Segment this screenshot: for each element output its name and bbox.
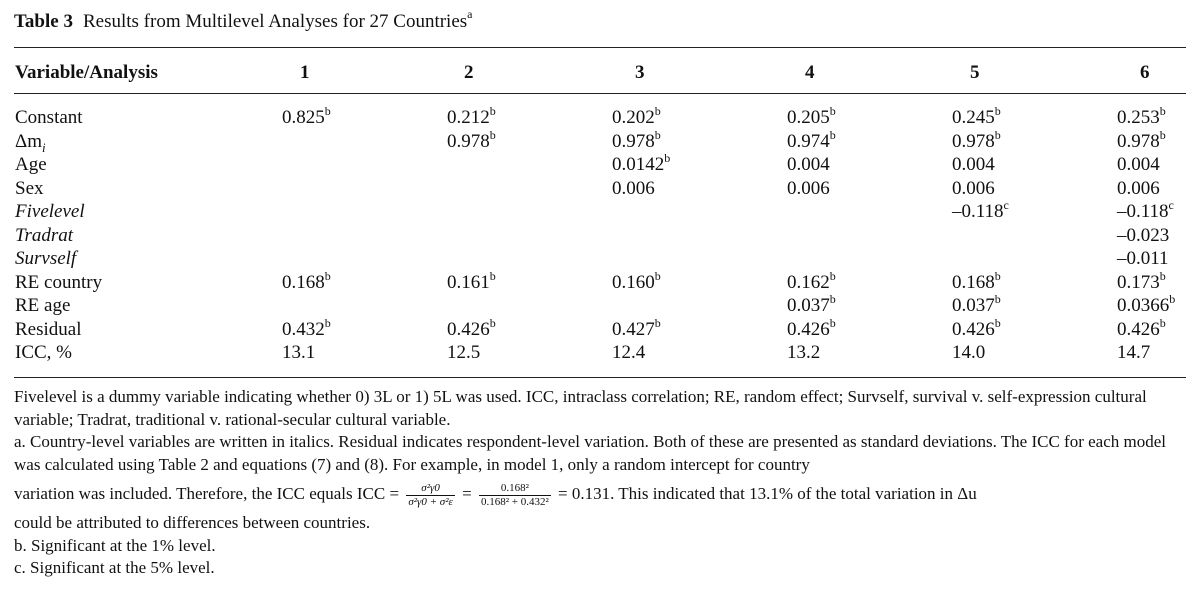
frac2-numerator: 0.168²	[479, 482, 551, 496]
cell-value: 0.168	[282, 271, 325, 293]
cell-value: 0.427	[612, 318, 655, 340]
cell-value: 0.160	[612, 271, 655, 293]
cell-col-4	[787, 294, 836, 317]
significance-marker: b	[489, 127, 496, 142]
table-row	[0, 106, 1200, 130]
formula-pre: variation was included. Therefore, the ICC equals ICC =	[14, 484, 400, 503]
note-a-end: could be attributed to differences between countries.	[14, 513, 371, 532]
cell-value: 0.006	[787, 177, 830, 199]
cell-col-5	[952, 294, 1001, 317]
cell-col-2	[447, 106, 496, 129]
cell-col-1	[282, 341, 315, 364]
cell-value: 0.212	[447, 107, 490, 128]
cell-col-2	[447, 127, 496, 153]
cell-col-3	[612, 153, 670, 176]
row-variable	[15, 200, 85, 223]
top-rule	[14, 47, 1186, 48]
cell-value: 0.978	[447, 130, 490, 152]
cell-col-5	[952, 153, 995, 176]
cell-value: 0.037	[952, 295, 995, 316]
row-variable	[15, 294, 70, 317]
cell-col-5	[952, 341, 985, 364]
cell-value: 0.004	[952, 154, 995, 175]
significance-marker: b	[994, 315, 1001, 330]
cell-value: –0.011	[1117, 248, 1169, 269]
cell-value: 0.978	[952, 130, 995, 152]
cell-col-6	[1117, 106, 1166, 129]
cell-col-4	[787, 106, 836, 129]
variable-name: ICC, %	[15, 342, 72, 363]
row-variable	[15, 177, 44, 200]
significance-marker: b	[994, 268, 1001, 283]
row-variable	[15, 224, 73, 247]
cell-col-5	[952, 127, 1001, 153]
table-row	[0, 341, 1200, 365]
cell-col-4	[787, 315, 836, 341]
cell-value: 14.0	[952, 342, 986, 363]
cell-value: 0.006	[1117, 177, 1160, 199]
significance-marker: b	[829, 104, 836, 118]
cell-col-2	[447, 341, 480, 364]
cell-value: 13.2	[787, 342, 821, 363]
header-col-2: 2	[464, 62, 474, 83]
cell-value: 0.0366	[1117, 295, 1170, 316]
significance-marker: b	[489, 104, 496, 118]
significance-marker: b	[994, 292, 1001, 306]
table-row	[0, 247, 1200, 271]
table-row	[0, 200, 1200, 224]
cell-value: –0.023	[1117, 224, 1170, 246]
significance-marker: b	[654, 315, 661, 330]
cell-value: 0.161	[447, 271, 490, 293]
frac1-numerator: σ²γ0	[406, 482, 455, 496]
header-col-6: 6	[1140, 62, 1150, 83]
row-variable	[15, 247, 76, 270]
cell-value: 0.426	[1117, 318, 1160, 340]
row-variable	[15, 106, 83, 129]
header-col-3: 3	[635, 62, 645, 83]
cell-col-4	[787, 341, 820, 364]
cell-value: –0.118	[952, 201, 1004, 222]
table-row	[0, 294, 1200, 318]
significance-marker: b	[664, 151, 671, 165]
cell-col-2	[447, 315, 496, 341]
significance-marker: b	[324, 315, 331, 330]
cell-col-6	[1117, 200, 1174, 223]
cell-col-3	[612, 268, 661, 294]
header-variable: Variable/Analysis	[15, 62, 158, 83]
cell-col-4	[787, 268, 836, 294]
cell-col-6	[1117, 315, 1166, 341]
table-row	[0, 224, 1200, 248]
variable-name: Sex	[15, 177, 44, 199]
row-variable	[15, 341, 72, 364]
variable-name: Survself	[15, 248, 77, 269]
cell-col-3	[612, 177, 655, 200]
table-header-row	[0, 60, 1200, 86]
row-variable	[15, 153, 47, 176]
cell-col-5	[952, 177, 995, 200]
note-intro: Fivelevel is a dummy variable indicating whether 0) 3L or 1) 5L was used. ICC, intraclass correlation; RE, random effect; Survself, survival v. self-expression cultural variable; Tradrat, traditional v. rational-secular cultural variable.	[14, 387, 1147, 429]
caption-footnote-marker: a	[467, 7, 473, 21]
significance-marker: b	[1159, 268, 1166, 283]
cell-value: 12.4	[612, 342, 646, 363]
significance-marker: b	[489, 315, 496, 330]
row-variable	[15, 318, 82, 341]
significance-marker: b	[829, 127, 836, 142]
significance-marker: b	[1159, 315, 1166, 330]
cell-col-6	[1117, 294, 1175, 317]
cell-value: 0.426	[447, 318, 490, 340]
table-caption	[14, 7, 473, 34]
cell-value: 0.037	[787, 295, 830, 316]
variable-name: Constant	[15, 107, 83, 128]
cell-col-4	[787, 127, 836, 153]
significance-marker: b	[654, 127, 661, 142]
header-col-4: 4	[805, 62, 815, 83]
cell-value: 0.426	[952, 318, 995, 340]
cell-col-3	[612, 106, 661, 129]
cell-value: 0.245	[952, 107, 995, 128]
note-a: a. Country-level variables are written in italics. Residual indicates respondent-level variation. Both of these are presented as standard deviations. The ICC for each model was calculated using Table 2 and equations (7) and (8). For example, in model 1, only a random intercept for country	[14, 432, 1167, 474]
table-title: Results from Multilevel Analyses for 27 Countries	[82, 11, 468, 32]
bottom-rule	[14, 377, 1186, 378]
cell-col-4	[787, 153, 830, 176]
significance-marker: c	[1003, 198, 1009, 212]
significance-marker: b	[829, 292, 836, 306]
cell-col-6	[1117, 153, 1160, 176]
significance-marker: b	[994, 104, 1001, 118]
table-label: Table 3	[14, 11, 73, 32]
cell-col-5	[952, 106, 1001, 129]
formula-post: = 0.131. This indicated that 13.1% of the total variation in Δu	[558, 484, 977, 503]
table-row	[0, 153, 1200, 177]
significance-marker: b	[654, 268, 661, 283]
cell-col-6	[1117, 341, 1150, 364]
cell-value: 0.0142	[612, 154, 665, 175]
cell-value: 0.205	[787, 107, 830, 128]
header-rule	[14, 93, 1186, 94]
cell-col-5	[952, 200, 1009, 223]
variable-name: Tradrat	[15, 224, 74, 246]
frac2-denominator: 0.168² + 0.432²	[480, 495, 549, 508]
variable-name: RE country	[15, 271, 103, 293]
icc-fraction-symbolic	[406, 482, 455, 509]
cell-value: 0.978	[1117, 130, 1160, 152]
cell-col-1	[282, 268, 331, 294]
cell-col-4	[787, 177, 830, 200]
table-row	[0, 127, 1200, 155]
cell-col-3	[612, 315, 661, 341]
significance-marker: b	[324, 104, 331, 118]
frac1-denominator: σ²γ0 + σ²ε	[408, 495, 453, 508]
cell-value: 0.162	[787, 271, 830, 293]
variable-name: Fivelevel	[15, 201, 85, 222]
icc-fraction-numeric	[479, 482, 551, 509]
cell-value: 0.202	[612, 107, 655, 128]
variable-name: RE age	[15, 295, 71, 316]
significance-marker: b	[1159, 104, 1166, 118]
cell-value: 0.253	[1117, 107, 1160, 128]
note-b: b. Significant at the 1% level.	[14, 535, 216, 555]
variable-name: Δm	[15, 130, 42, 152]
cell-value: 0.006	[612, 177, 655, 199]
significance-marker: b	[829, 315, 836, 330]
cell-value: 0.004	[1117, 154, 1160, 175]
cell-col-2	[447, 268, 496, 294]
note-a-formula: variation was included. Therefore, the ICC equals ICC = $\frac{\text{σ²γ0}}{\text{σ²γ0 + σ²ε}}$ = $\frac{\text{0.168²}}{\text{0.168² + 0.432²}}$ = 0.131. This indicated that 13.1% of the total variation in Δu	[14, 481, 977, 508]
cell-value: 0.974	[787, 130, 830, 152]
significance-marker: c	[1168, 198, 1174, 212]
cell-col-6	[1117, 224, 1169, 247]
cell-value: 0.825	[282, 107, 325, 128]
header-col-1: 1	[300, 62, 310, 83]
cell-col-3	[612, 341, 645, 364]
cell-col-6	[1117, 247, 1169, 270]
significance-marker: b	[489, 268, 496, 283]
cell-col-1	[282, 106, 331, 129]
significance-marker: b	[324, 268, 331, 283]
variable-name: Age	[15, 154, 47, 175]
cell-col-6	[1117, 127, 1166, 153]
significance-marker: b	[829, 268, 836, 283]
cell-value: 13.1	[282, 342, 316, 363]
cell-value: 0.426	[787, 318, 830, 340]
cell-col-6	[1117, 268, 1166, 294]
variable-name: Residual	[15, 318, 82, 340]
cell-value: 0.978	[612, 130, 655, 152]
significance-marker: b	[1169, 292, 1176, 306]
cell-value: 14.7	[1117, 342, 1151, 363]
cell-col-3	[612, 127, 661, 153]
table-body	[0, 106, 1200, 365]
cell-value: 0.006	[952, 177, 995, 199]
cell-value: –0.118	[1117, 201, 1169, 222]
note-c: c. Significant at the 5% level.	[14, 558, 215, 577]
table-row	[0, 177, 1200, 201]
cell-value: 0.432	[282, 318, 325, 340]
cell-col-5	[952, 315, 1001, 341]
significance-marker: b	[654, 104, 661, 118]
significance-marker: b	[994, 127, 1001, 142]
table-notes	[14, 386, 1186, 580]
header-col-5: 5	[970, 62, 980, 83]
table-row	[0, 268, 1200, 295]
cell-value: 0.173	[1117, 271, 1160, 293]
table-row	[0, 315, 1200, 342]
cell-value: 0.004	[787, 154, 830, 175]
significance-marker: b	[1159, 127, 1166, 142]
cell-value: 0.168	[952, 271, 995, 293]
cell-value: 12.5	[447, 342, 481, 363]
row-variable	[15, 271, 102, 294]
variable-subscript: i	[42, 139, 46, 155]
cell-col-6	[1117, 177, 1160, 200]
cell-col-5	[952, 268, 1001, 294]
cell-col-1	[282, 315, 331, 341]
